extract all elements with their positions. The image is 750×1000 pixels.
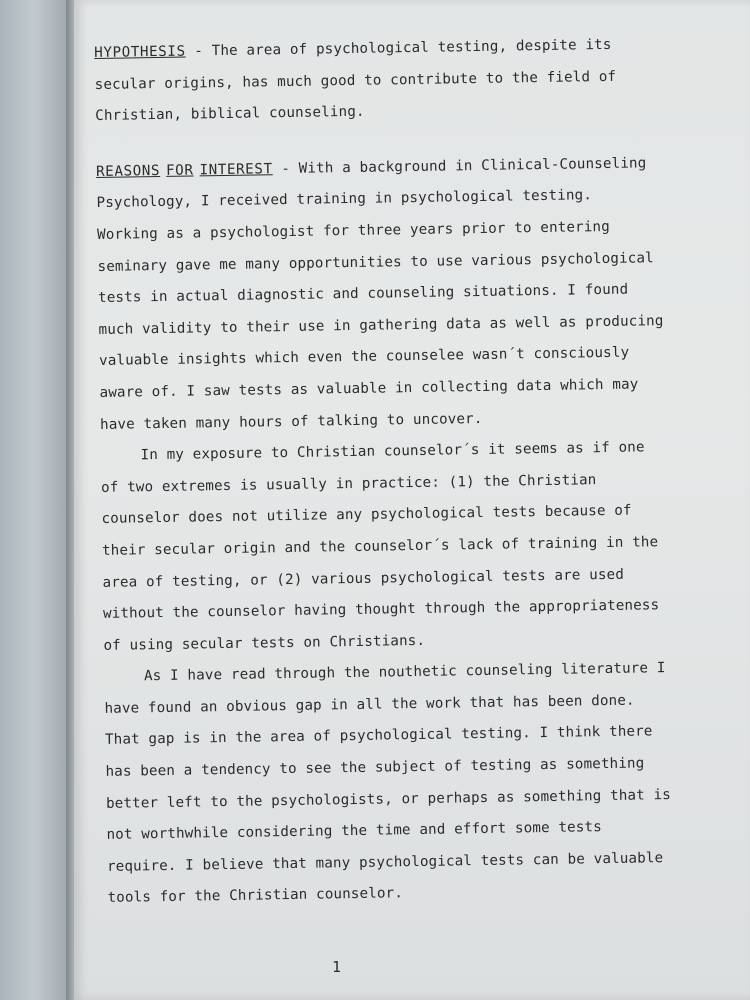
nouthetic-line-8: tools for the Christian counselor. bbox=[107, 885, 404, 907]
typed-page bbox=[74, 0, 750, 1000]
reasons-heading-word-3: INTEREST bbox=[199, 160, 273, 179]
nouthetic-line-7: require. I believe that many psychological tests can be valuable bbox=[106, 850, 664, 875]
hypothesis-line-2: secular origins, has much good to contribute to the field of bbox=[94, 68, 617, 93]
reasons-line-4: seminary gave me many opportunities to use various psychological bbox=[97, 249, 654, 275]
reasons-text: - With a background in Clinical-Counseling bbox=[272, 155, 647, 177]
nouthetic-paragraph bbox=[104, 652, 728, 914]
page-text bbox=[94, 28, 728, 915]
exposure-line-2: of two extremes is usually in practice: (1) the Christian bbox=[100, 471, 597, 496]
hypothesis-line-3: Christian, biblical counseling. bbox=[95, 103, 365, 125]
nouthetic-line-1: As I have read through the nouthetic counseling literature I bbox=[143, 660, 666, 685]
exposure-line-3: counselor does not utilize any psychological tests because of bbox=[101, 502, 632, 528]
hypothesis-heading: HYPOTHESIS bbox=[94, 43, 186, 61]
reasons-heading-word-2: FOR bbox=[165, 162, 194, 179]
hypothesis-text: - The area of psychological testing, despite its bbox=[185, 36, 612, 60]
reasons-line-2: Psychology, I received training in psychological testing. bbox=[96, 187, 593, 212]
book-gutter bbox=[0, 0, 74, 1000]
exposure-paragraph bbox=[100, 431, 723, 662]
reasons-heading-word-1: REASONS bbox=[95, 162, 161, 180]
exposure-line-7: of using secular tests on Christians. bbox=[103, 632, 426, 654]
nouthetic-line-6: not worthwhile considering the time and effort some tests bbox=[106, 819, 603, 844]
exposure-line-1: In my exposure to Christian counselor´s it seems as if one bbox=[140, 439, 645, 464]
reasons-line-8: aware of. I saw tests as valuable in collecting data which may bbox=[99, 376, 639, 401]
exposure-line-6: without the counselor having thought through the appropriateness bbox=[102, 597, 660, 623]
reasons-line-3: Working as a psychologist for three years prior to entering bbox=[96, 218, 610, 243]
reasons-line-6: much validity to their use in gathering data as well as producing bbox=[98, 312, 664, 338]
reasons-line-7: valuable insights which even the counselee wasn´t consciously bbox=[98, 344, 630, 370]
exposure-line-4: their secular origin and the counselor´s lack of training in the bbox=[101, 534, 659, 559]
hypothesis-paragraph bbox=[94, 28, 715, 133]
page-number: 1 bbox=[332, 958, 342, 976]
reasons-line-9: have taken many hours of talking to uncover. bbox=[99, 410, 483, 433]
nouthetic-line-5: better left to the psychologists, or perhaps as something that is bbox=[105, 786, 672, 812]
reasons-line-5: tests in actual diagnostic and counseling situations. I found bbox=[97, 281, 629, 307]
nouthetic-line-2: have found an obvious gap in all the work that has been done. bbox=[104, 692, 635, 717]
reasons-paragraph bbox=[96, 147, 720, 441]
nouthetic-line-3: That gap is in the area of psychological testing. I think there bbox=[104, 723, 653, 749]
binding-edge bbox=[66, 0, 74, 1000]
exposure-line-5: area of testing, or (2) various psychological tests are used bbox=[102, 566, 625, 591]
nouthetic-line-4: has been a tendency to see the subject of testing as something bbox=[105, 755, 645, 780]
